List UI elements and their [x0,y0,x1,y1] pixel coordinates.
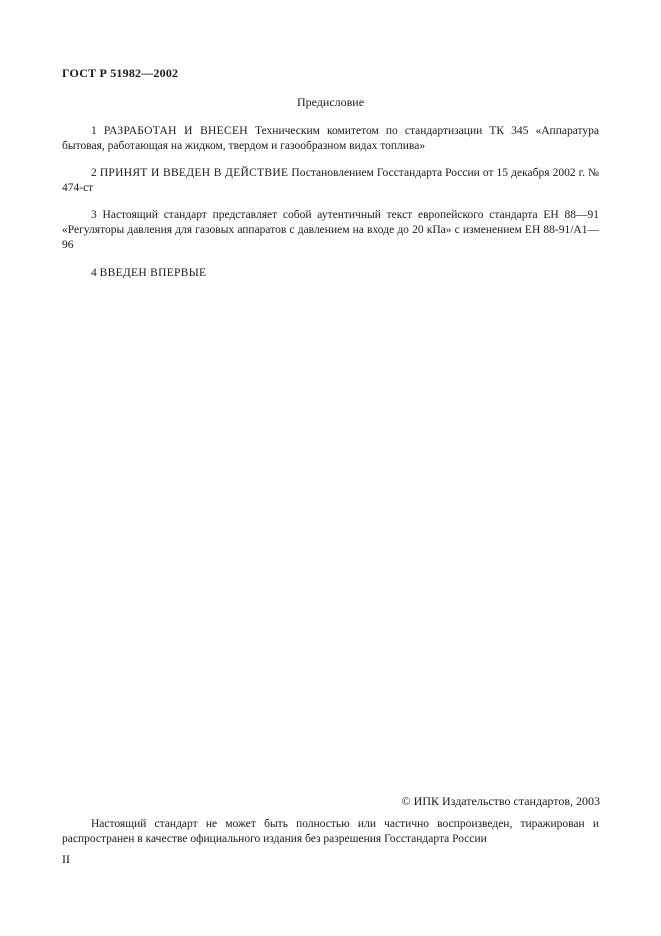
page-number: II [62,852,70,866]
preface-item-3 [62,208,599,253]
item-number: 1 [91,125,97,137]
item-caps-heading: ПРИНЯТ И ВВЕДЕН В ДЕЙСТВИЕ [99,167,289,179]
item-text: Техническим комитетом по стандартизации ТК 345 «Аппаратура бытовая, работающая на жидком, твердом и газообразном видах топлива» [62,125,599,152]
item-caps-heading: ВВЕДЕН ВПЕРВЫЕ [99,267,207,279]
preface-item-4 [62,266,599,281]
document-code: ГОСТ Р 51982—2002 [62,66,179,80]
preface-item-1 [62,124,599,154]
item-text: Постановлением Госстандарта России от 15 декабря 2002 г. № 474-ст [62,167,599,194]
item-number: 2 [91,167,97,179]
item-caps-heading: РАЗРАБОТАН И ВНЕСЕН [103,125,248,137]
preface-section [62,124,599,293]
item-text: Настоящий стандарт представляет собой аутентичный текст европейского стандарта ЕН 88—91 «Регуляторы давления для газовых аппаратов с давлением на входе до 20 кПа» с изменением ЕН 88-91/А1—96 [62,209,600,251]
copyright-line: © ИПК Издательство стандартов, 2003 [401,794,600,808]
reproduction-notice: Настоящий стандарт не может быть полностью или частично воспроизведен, тиражирован и распространен в качестве официального издания без разрешения Госстандарта России [62,818,599,845]
preface-title: Предисловие [296,95,365,109]
item-number: 3 [91,209,97,221]
preface-item-2 [62,166,599,196]
item-number: 4 [91,267,97,279]
